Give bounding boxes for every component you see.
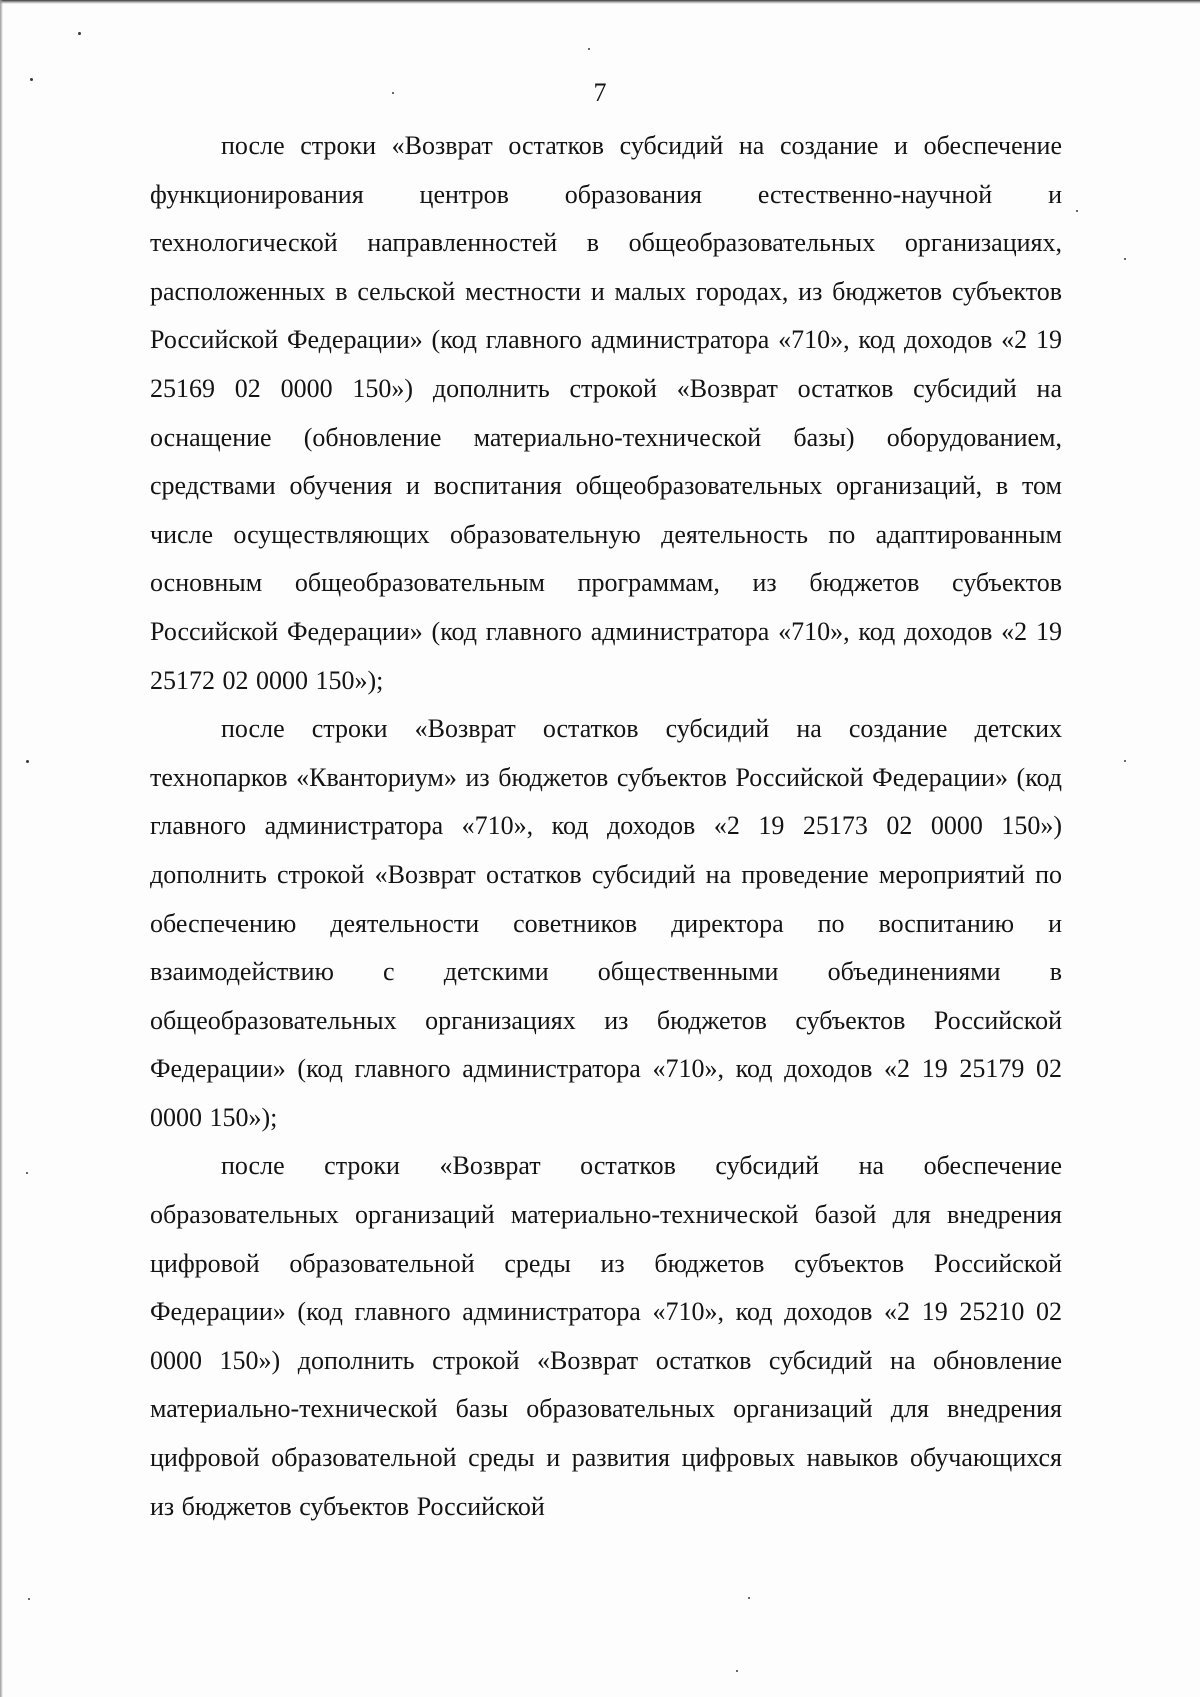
paragraph: после строки «Возврат остатков субсидий на создание детских технопарков «Кванториум» из бюджетов субъектов Российской Федерации» (код главного администратора «710», код доходов «2 19 25173 02 0000 150») дополнить строкой «Возврат остатков субсидий на проведение мероприятий по обеспечению деятельности советников директора по воспитанию и взаимодействию с детскими общественными объединениями в общеобразовательных организациях из бюджетов субъектов Российской Федерации» (код главного администратора «710», код доходов «2 19 25179 02 0000 150»); bbox=[150, 714, 1062, 1132]
page-number: 7 bbox=[593, 78, 607, 107]
scan-speck bbox=[736, 1670, 738, 1672]
document-body bbox=[150, 122, 1062, 1531]
scan-speck bbox=[28, 1598, 30, 1600]
paragraph: после строки «Возврат остатков субсидий на обеспечение образовательных организаций материально-технической базой для внедрения цифровой образовательной среды из бюджетов субъектов Российской Федерации» (код главного администратора «710», код доходов «2 19 25210 02 0000 150») дополнить строкой «Возврат остатков субсидий на обновление материально-технической базы образовательных организаций для внедрения цифровой образовательной среды и развития цифровых навыков обучающихся из бюджетов субъектов Российской bbox=[150, 1151, 1062, 1521]
scan-speck bbox=[588, 48, 590, 50]
scan-speck bbox=[26, 760, 29, 763]
scan-speck bbox=[748, 1597, 750, 1599]
scan-speck bbox=[78, 32, 81, 35]
scan-speck bbox=[1076, 210, 1078, 212]
scan-top-edge bbox=[0, 0, 1200, 4]
paragraph: после строки «Возврат остатков субсидий на создание и обеспечение функционирования центров образования естественно-научной и технологической направленностей в общеобразовательных организациях, расположенных в сельской местности и малых городах, из бюджетов субъектов Российской Федерации» (код главного администратора «710», код доходов «2 19 25169 02 0000 150») дополнить строкой «Возврат остатков субсидий на оснащение (обновление материально-технической базы) оборудованием, средствами обучения и воспитания общеобразовательных организаций, в том числе осуществляющих образовательную деятельность по адаптированным основным общеобразовательным программам, из бюджетов субъектов Российской Федерации» (код главного администратора «710», код доходов «2 19 25172 02 0000 150»); bbox=[150, 131, 1062, 695]
scan-speck bbox=[26, 1172, 28, 1174]
scan-speck bbox=[1124, 258, 1126, 260]
scan-left-edge bbox=[0, 0, 3, 1697]
scan-speck bbox=[1124, 760, 1126, 762]
